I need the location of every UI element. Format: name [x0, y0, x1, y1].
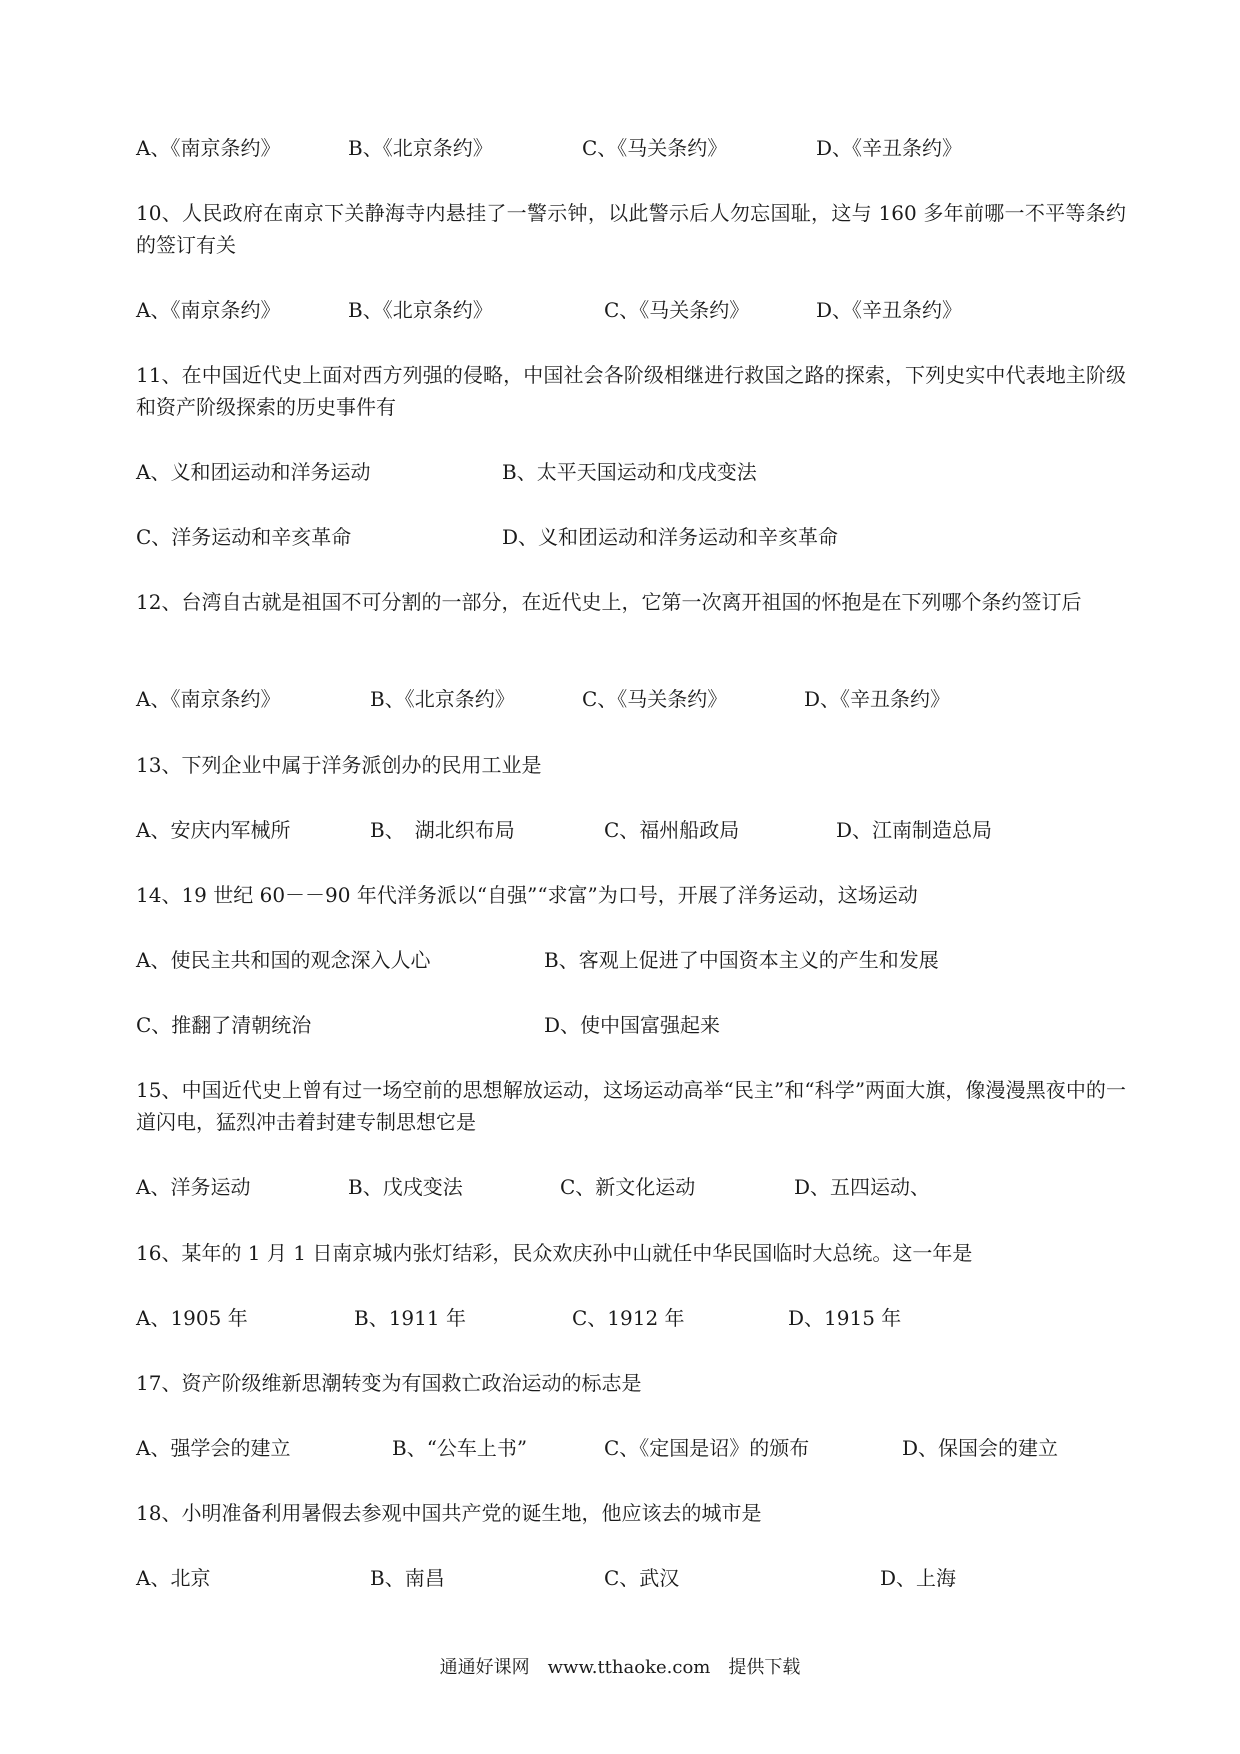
q12-stem: 12、台湾自古就是祖国不可分割的一部分，在近代史上，它第一次离开祖国的怀抱是在下列哪个条约签订后 — [136, 590, 1082, 614]
q18-option-b: B、南昌 — [370, 1566, 445, 1590]
q10-option-b: B、《北京条约》 — [348, 298, 493, 322]
q17-stem: 17、资产阶级维新思潮转变为有国救亡政治运动的标志是 — [136, 1371, 642, 1395]
q16-stem: 16、某年的 1 月 1 日南京城内张灯结彩，民众欢庆孙中山就任中华民国临时大总统。这一年是 — [136, 1241, 973, 1265]
q14-option-c: C、推翻了清朝统治 — [136, 1013, 312, 1037]
q9-option-b: B、《北京条约》 — [348, 136, 493, 160]
q17-option-a: A、强学会的建立 — [136, 1436, 291, 1460]
q10-option-a: A、《南京条约》 — [136, 298, 281, 322]
q13-option-a: A、安庆内军械所 — [136, 818, 291, 842]
q18-option-d: D、上海 — [880, 1566, 957, 1590]
q9-option-c: C、《马关条约》 — [582, 136, 728, 160]
q17-option-d: D、保国会的建立 — [902, 1436, 1059, 1460]
q13-stem: 13、下列企业中属于洋务派创办的民用工业是 — [136, 753, 542, 777]
q9-option-a: A、《南京条约》 — [136, 136, 281, 160]
q14-option-d: D、使中国富强起来 — [544, 1013, 721, 1037]
q13-option-c: C、福州船政局 — [604, 818, 740, 842]
q15-option-d: D、五四运动、 — [794, 1175, 931, 1199]
q17-option-b: B、“公车上书” — [392, 1436, 528, 1460]
q11-option-d: D、义和团运动和洋务运动和辛亥革命 — [502, 525, 839, 549]
q14-stem: 14、19 世纪 60－－90 年代洋务派以“自强”“求富”为口号，开展了洋务运动，这场运动 — [136, 883, 918, 907]
q18-option-c: C、武汉 — [604, 1566, 680, 1590]
q12-option-d: D、《辛丑条约》 — [804, 687, 951, 711]
q13-option-d: D、江南制造总局 — [836, 818, 993, 842]
q11-option-c: C、洋务运动和辛亥革命 — [136, 525, 352, 549]
q15-stem: 15、中国近代史上曾有过一场空前的思想解放运动，这场运动高举“民主”和“科学”两面大旗，像漫漫黑夜中的一道闪电，猛烈冲击着封建专制思想它是 — [136, 1078, 1126, 1134]
q16-option-a: A、1905 年 — [136, 1306, 248, 1330]
q13-option-b: B、 湖北织布局 — [370, 818, 515, 842]
q11-option-b: B、太平天国运动和戊戌变法 — [502, 460, 757, 484]
q10-option-d: D、《辛丑条约》 — [816, 298, 963, 322]
q16-option-c: C、1912 年 — [572, 1306, 685, 1330]
q16-option-d: D、1915 年 — [788, 1306, 902, 1330]
q9-option-d: D、《辛丑条约》 — [816, 136, 963, 160]
q15-option-c: C、新文化运动 — [560, 1175, 696, 1199]
q12-option-b: B、《北京条约》 — [370, 687, 515, 711]
q14-option-a: A、使民主共和国的观念深入人心 — [136, 948, 431, 972]
q16-option-b: B、1911 年 — [354, 1306, 466, 1330]
q10-stem: 10、人民政府在南京下关静海寺内悬挂了一警示钟，以此警示后人勿忘国耻，这与 160 多年前哪一不平等条约的签订有关 — [136, 201, 1126, 257]
q10-option-c: C、《马关条约》 — [604, 298, 750, 322]
q12-option-a: A、《南京条约》 — [136, 687, 281, 711]
q12-option-c: C、《马关条约》 — [582, 687, 728, 711]
q14-option-b: B、客观上促进了中国资本主义的产生和发展 — [544, 948, 939, 972]
q11-option-a: A、义和团运动和洋务运动 — [136, 460, 371, 484]
q11-stem: 11、在中国近代史上面对西方列强的侵略，中国社会各阶级相继进行救国之路的探索，下列史实中代表地主阶级和资产阶级探索的历史事件有 — [136, 363, 1126, 419]
q18-option-a: A、北京 — [136, 1566, 211, 1590]
q17-option-c: C、《定国是诏》的颁布 — [604, 1436, 810, 1460]
q18-stem: 18、小明准备利用暑假去参观中国共产党的诞生地，他应该去的城市是 — [136, 1501, 762, 1525]
q15-option-a: A、洋务运动 — [136, 1175, 251, 1199]
q15-option-b: B、戊戌变法 — [348, 1175, 463, 1199]
page-footer: 通通好课网 www.tthaoke.com 提供下载 — [439, 1657, 801, 1678]
